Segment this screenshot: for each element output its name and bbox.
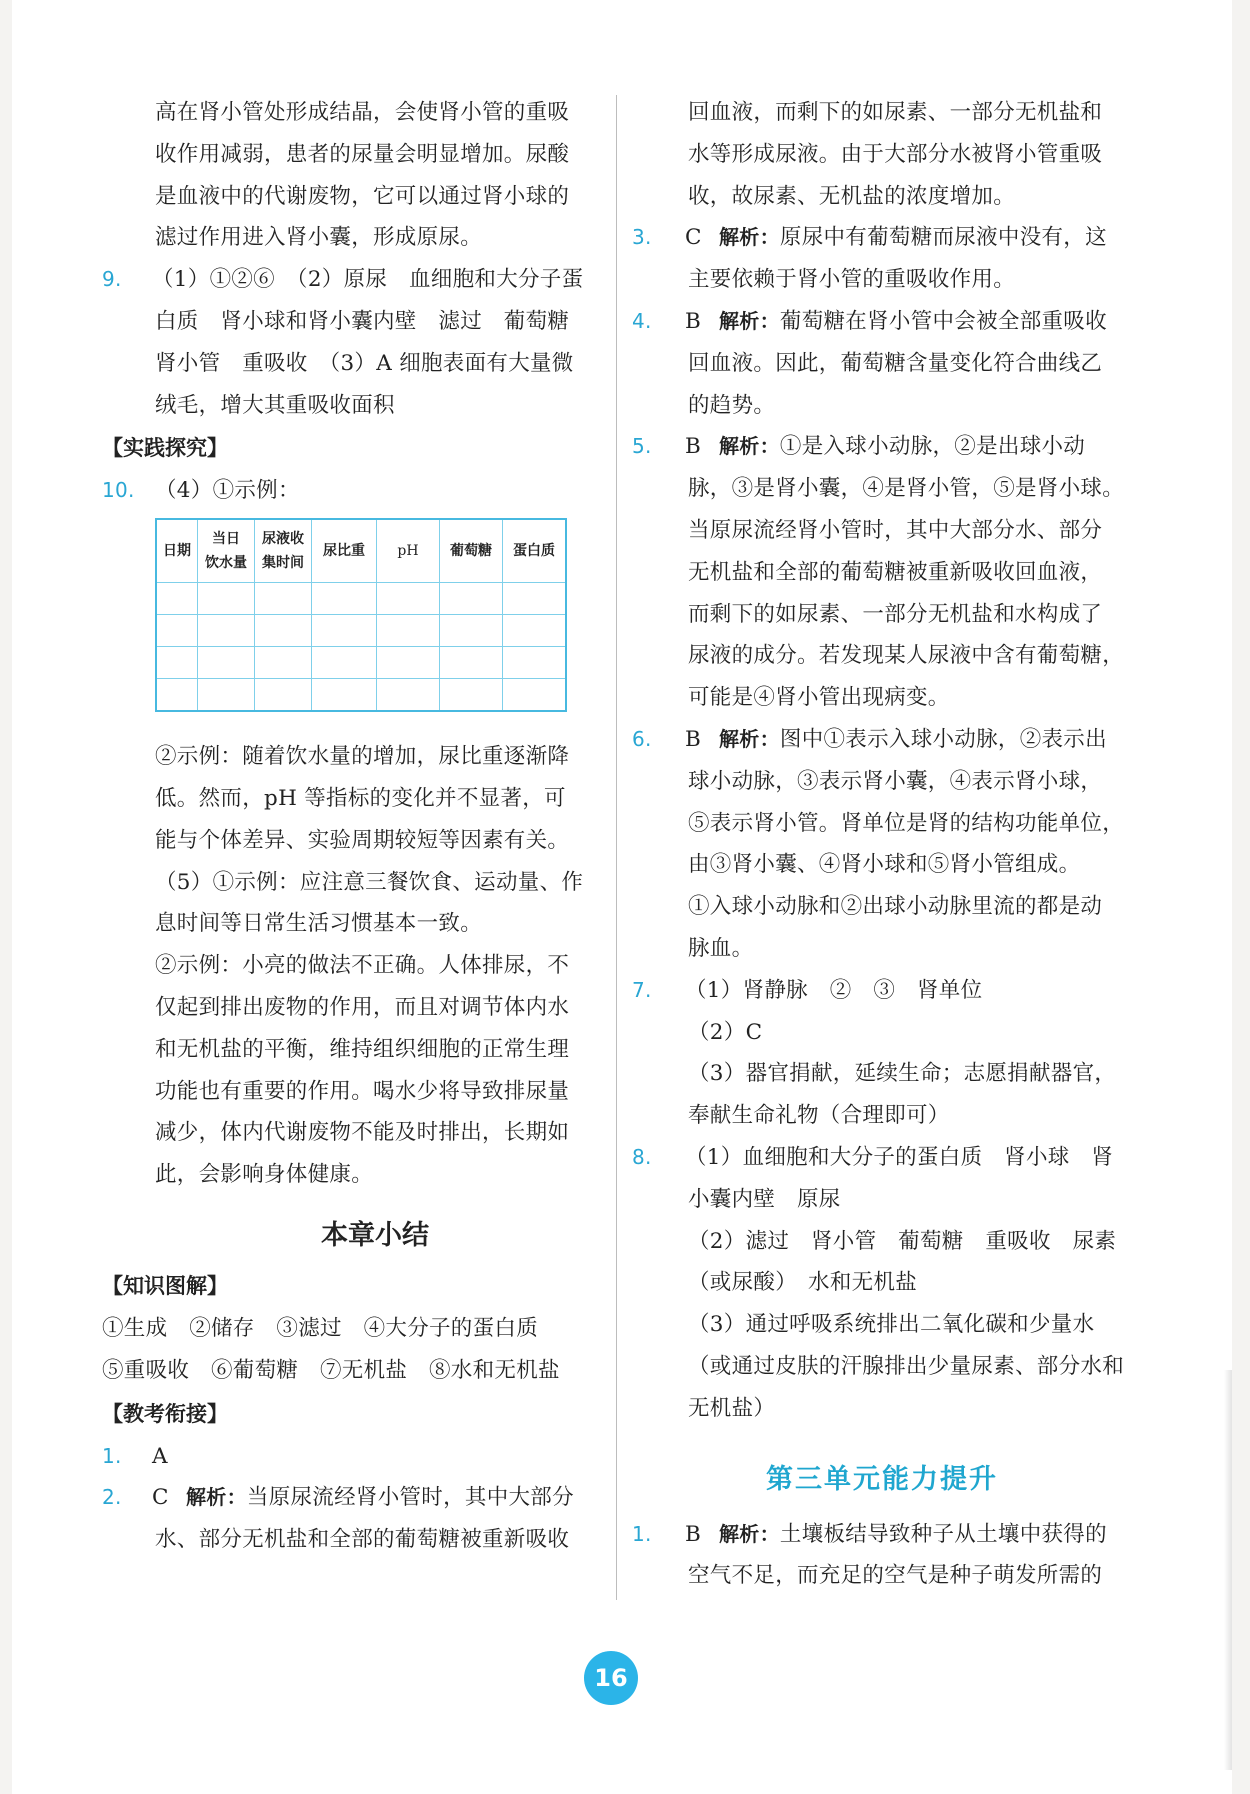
table-row xyxy=(156,647,566,679)
text-line: 收作用减弱，患者的尿量会明显增加。尿酸 xyxy=(155,141,570,167)
answer-text: 主要依赖于肾小管的重吸收作用。 xyxy=(688,267,1016,293)
question-number: 5. xyxy=(632,434,652,459)
answer-10 xyxy=(102,470,608,1196)
answer-text: 空气不足，而充足的空气是种子萌发所需的 xyxy=(688,1563,1103,1589)
answer-text: 图中①表示入球小动脉，②表示出 xyxy=(779,726,1107,752)
table-row xyxy=(156,583,566,615)
answer-8 xyxy=(632,1137,1132,1430)
answer-text: （或尿酸） 水和无机盐 xyxy=(688,1270,918,1296)
answer-text: 脉，③是肾小囊，④是肾小管，⑤是肾小球。 xyxy=(688,476,1125,502)
section-heading-practice: 【实践探究】 xyxy=(102,436,228,461)
answer-text: （1）血细胞和大分子的蛋白质 肾小球 肾 xyxy=(685,1144,1114,1170)
answer-text: 尿液的成分。若发现某人尿液中含有葡萄糖， xyxy=(688,643,1125,669)
answer-choice: C xyxy=(685,225,702,251)
analysis-label: 解析： xyxy=(719,1521,780,1546)
answer-choice: B xyxy=(685,1521,702,1547)
answer-text: 功能也有重要的作用。喝水少将导致排尿量 xyxy=(155,1078,570,1104)
text-line: 水等形成尿液。由于大部分水被肾小管重吸 xyxy=(688,141,1103,167)
answer-choice: B xyxy=(685,434,702,460)
answer-choice: B xyxy=(685,308,702,334)
question-number: 6. xyxy=(632,726,652,751)
text-line: 收，故尿素、无机盐的浓度增加。 xyxy=(688,183,1016,209)
answer-9 xyxy=(102,259,608,426)
answer-text: （1）肾静脉 ② ③ 肾单位 xyxy=(685,977,983,1003)
answer-text: 能与个体差异、实验周期较短等因素有关。 xyxy=(155,827,570,853)
answer-text: （1）①②⑥ （2）原尿 血细胞和大分子蛋 xyxy=(152,267,584,293)
answer-1 xyxy=(102,1436,608,1478)
answer-choice: B xyxy=(685,726,702,752)
answer-text: （5）①示例：应注意三餐饮食、运动量、作 xyxy=(155,869,584,895)
answer-text: 脉血。 xyxy=(688,935,754,961)
question-number: 1. xyxy=(102,1443,122,1468)
unit-answer-1 xyxy=(632,1514,1132,1598)
right-column xyxy=(632,92,1132,1597)
text-line: 高在肾小管处形成结晶，会使肾小管的重吸 xyxy=(155,100,570,125)
answer-text: 此，会影响身体健康。 xyxy=(155,1162,374,1188)
chapter-summary-title: 本章小结 xyxy=(321,1219,429,1251)
answer-text: ①是入球小动脉，②是出球小动 xyxy=(779,434,1086,460)
answer-text: 球小动脉，③表示肾小囊，④表示肾小球， xyxy=(688,768,1103,794)
answer-text: 当原尿流经肾小管时，其中大部分 xyxy=(246,1485,574,1511)
answer-text: 肾小管 重吸收 （3）A 细胞表面有大量微 xyxy=(155,350,574,376)
section-heading-knowledge: 【知识图解】 xyxy=(102,1273,228,1298)
analysis-label: 解析： xyxy=(719,225,780,250)
question-number: 9. xyxy=(102,267,122,292)
analysis-label: 解析： xyxy=(719,308,780,333)
answer-text: 水、部分无机盐和全部的葡萄糖被重新吸收 xyxy=(155,1527,570,1553)
question-number: 3. xyxy=(632,225,652,250)
answer-text: 白质 肾小球和肾小囊内壁 滤过 葡萄糖 xyxy=(155,308,570,334)
unit-title: 第三单元能力提升 xyxy=(766,1463,998,1495)
question-number: 7. xyxy=(632,977,652,1002)
answer-text: 葡萄糖在肾小管中会被全部重吸收 xyxy=(779,308,1107,334)
table-header: 尿液收 集时间 xyxy=(255,519,312,583)
knowledge-line: ①生成 ②储存 ③滤过 ④大分子的蛋白质 xyxy=(102,1315,539,1341)
text-line: 是血液中的代谢废物，它可以通过肾小球的 xyxy=(155,183,570,209)
answer-text: 土壤板结导致种子从土壤中获得的 xyxy=(779,1521,1107,1547)
question-number: 1. xyxy=(632,1521,652,1546)
answer-choice: A xyxy=(152,1443,168,1469)
table-header: 葡萄糖 xyxy=(440,519,503,583)
answer-text: 绒毛，增大其重吸收面积 xyxy=(155,392,395,418)
section-heading-exam: 【教考衔接】 xyxy=(102,1401,228,1426)
answer-text: 小囊内壁 原尿 xyxy=(688,1186,841,1212)
answer-text: ②示例：随着饮水量的增加，尿比重逐渐降 xyxy=(155,744,570,770)
analysis-label: 解析： xyxy=(186,1485,247,1510)
table-header: 当日 饮水量 xyxy=(198,519,255,583)
question-number: 10. xyxy=(102,478,135,503)
answer-text: （3）器官捐献，延续生命；志愿捐献器官， xyxy=(688,1061,1117,1087)
analysis-label: 解析： xyxy=(719,434,780,459)
answer-choice: C xyxy=(152,1485,169,1511)
answer-text: 息时间等日常生活习惯基本一致。 xyxy=(155,911,483,937)
page-number: 16 xyxy=(584,1651,638,1705)
record-table-wrapper xyxy=(102,512,608,736)
answer-text: 的趋势。 xyxy=(688,392,776,418)
answer-text: 原尿中有葡萄糖而尿液中没有，这 xyxy=(779,225,1107,251)
answer-text: （2）C xyxy=(688,1019,763,1045)
answer-text: 而剩下的如尿素、一部分无机盐和水构成了 xyxy=(688,601,1103,627)
answer-text: （3）通过呼吸系统排出二氧化碳和少量水 xyxy=(688,1312,1095,1338)
question-number: 2. xyxy=(102,1485,122,1510)
table-row xyxy=(156,679,566,712)
question-number: 8. xyxy=(632,1144,652,1169)
answer-text: 减少，体内代谢废物不能及时排出，长期如 xyxy=(155,1120,570,1146)
table-header: 蛋白质 xyxy=(503,519,567,583)
answer-text: 无机盐） xyxy=(688,1395,776,1421)
answer-7 xyxy=(632,970,1132,1137)
text-line: 滤过作用进入肾小囊，形成原尿。 xyxy=(155,225,483,251)
table-header: 尿比重 xyxy=(312,519,377,583)
table-row xyxy=(156,615,566,647)
answer-text: 可能是④肾小管出现病变。 xyxy=(688,685,950,711)
answer-text: （或通过皮肤的汗腺排出少量尿素、部分水和 xyxy=(688,1353,1125,1379)
page-edge-shadow xyxy=(1224,1370,1232,1770)
left-column xyxy=(102,92,608,1561)
answer-text: 回血液。因此，葡萄糖含量变化符合曲线乙 xyxy=(688,350,1103,376)
answer-3 xyxy=(632,217,1132,301)
answer-text: 低。然而，pH 等指标的变化并不显著，可 xyxy=(155,785,566,811)
text-line: 回血液，而剩下的如尿素、一部分无机盐和 xyxy=(688,100,1103,125)
answer-text: ①入球小动脉和②出球小动脉里流的都是动 xyxy=(688,894,1103,920)
column-divider xyxy=(616,95,617,1600)
answer-4 xyxy=(632,301,1132,426)
answer-text: 和无机盐的平衡，维持组织细胞的正常生理 xyxy=(155,1036,570,1062)
record-table xyxy=(155,518,567,712)
question-number: 4. xyxy=(632,308,652,333)
answer-text: 当原尿流经肾小管时，其中大部分水、部分 xyxy=(688,517,1103,543)
analysis-label: 解析： xyxy=(719,726,780,751)
answer-text: ⑤表示肾小管。肾单位是肾的结构功能单位， xyxy=(688,810,1125,836)
answer-5 xyxy=(632,426,1132,719)
answer-text: ②示例：小亮的做法不正确。人体排尿，不 xyxy=(155,953,570,979)
answer-text: （2）滤过 肾小管 葡萄糖 重吸收 尿素 xyxy=(688,1228,1117,1254)
answer-text: 仅起到排出废物的作用，而且对调节体内水 xyxy=(155,994,570,1020)
answer-6 xyxy=(632,719,1132,970)
answer-text: 由③肾小囊、④肾小球和⑤肾小管组成。 xyxy=(688,852,1081,878)
answer-text: 奉献生命礼物（合理即可） xyxy=(688,1103,950,1129)
table-header: pH xyxy=(377,519,440,583)
table-header: 日期 xyxy=(156,519,198,583)
answer-2 xyxy=(102,1477,608,1561)
answer-text: （4）①示例： xyxy=(155,478,300,504)
knowledge-line: ⑤重吸收 ⑥葡萄糖 ⑦无机盐 ⑧水和无机盐 xyxy=(102,1357,560,1383)
answer-text: 无机盐和全部的葡萄糖被重新吸收回血液， xyxy=(688,559,1103,585)
answer-page xyxy=(12,0,1232,1794)
